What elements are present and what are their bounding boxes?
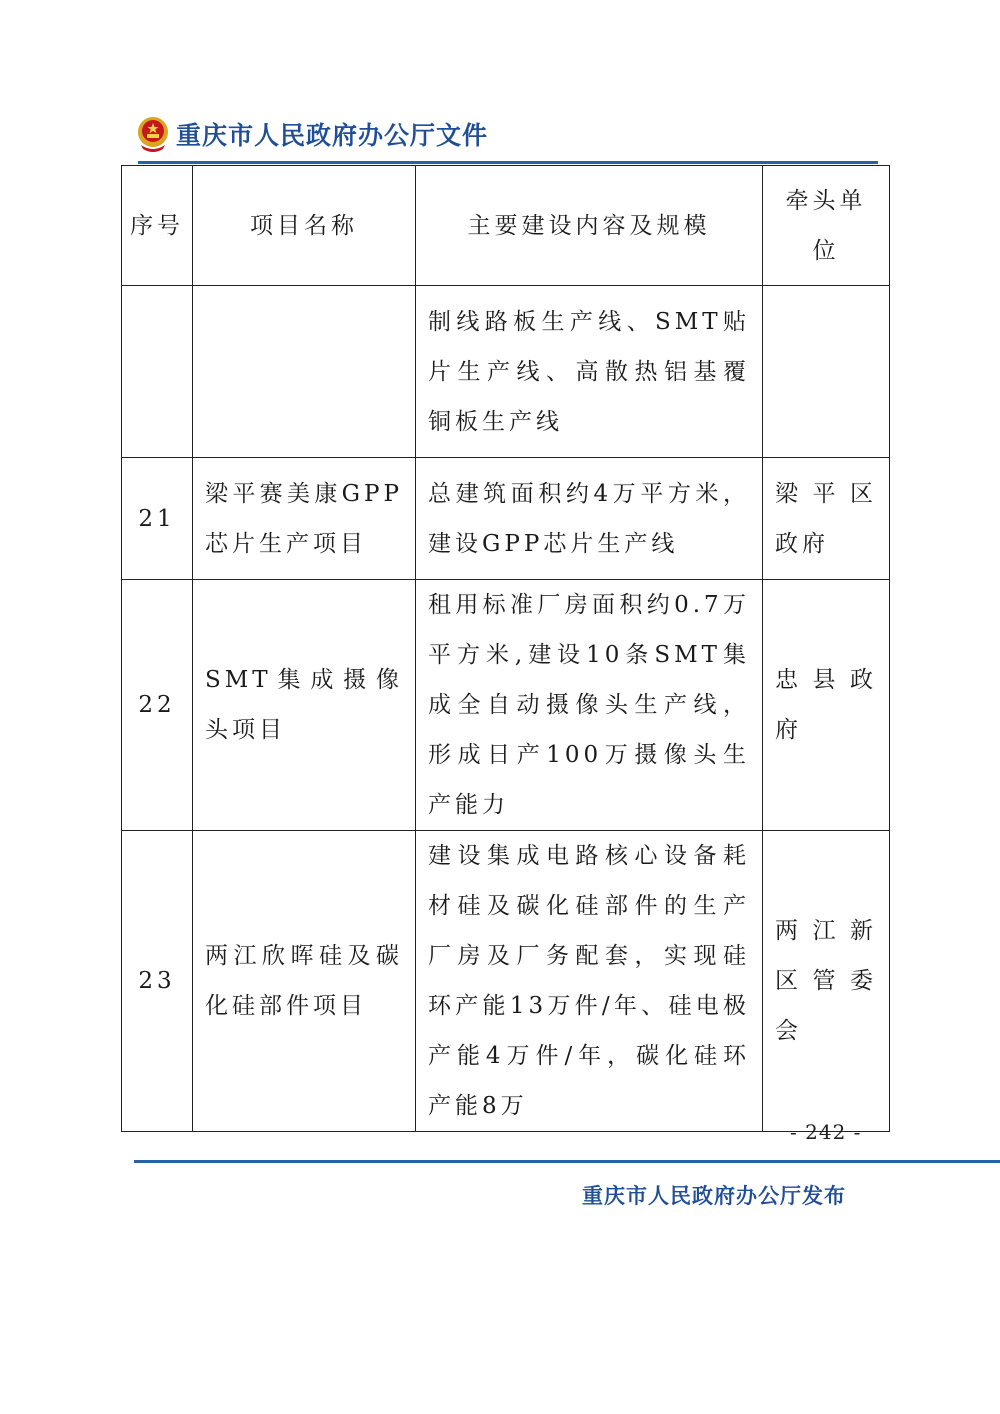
lead-unit: 两江新区管委会 bbox=[763, 831, 890, 1132]
column-header-content: 主要建设内容及规模 bbox=[416, 166, 763, 286]
project-content: 制线路板生产线、SMT贴片生产线、高散热铝基覆铜板生产线 bbox=[416, 286, 763, 458]
lead-unit bbox=[763, 286, 890, 458]
project-name bbox=[193, 286, 416, 458]
lead-unit: 忠县政府 bbox=[763, 580, 890, 831]
footer-divider bbox=[134, 1160, 1000, 1163]
page-number: - 242 - bbox=[790, 1120, 862, 1144]
footer-publisher: 重庆市人民政府办公厅发布 bbox=[582, 1184, 846, 1208]
national-emblem-icon bbox=[136, 115, 170, 153]
table-row bbox=[122, 286, 890, 458]
header-divider bbox=[138, 161, 878, 164]
table-row bbox=[122, 580, 890, 831]
column-header-no: 序号 bbox=[122, 166, 193, 286]
header-title: 重庆市人民政府办公厅文件 bbox=[176, 121, 489, 150]
table-row bbox=[122, 831, 890, 1132]
project-table bbox=[121, 165, 890, 1132]
project-content: 建设集成电路核心设备耗材硅及碳化硅部件的生产厂房及厂务配套，实现硅环产能13万件/年、硅电极产能4万件/年，碳化硅环产能8万 bbox=[416, 831, 763, 1132]
row-number: 21 bbox=[122, 458, 193, 580]
column-header-name: 项目名称 bbox=[193, 166, 416, 286]
project-name: 梁平赛美康GPP芯片生产项目 bbox=[193, 458, 416, 580]
row-number: 22 bbox=[122, 580, 193, 831]
table-row bbox=[122, 458, 890, 580]
project-name: 两江欣晖硅及碳化硅部件项目 bbox=[193, 831, 416, 1132]
project-name: SMT集成摄像头项目 bbox=[193, 580, 416, 831]
table-header-row bbox=[122, 166, 890, 286]
column-header-lead: 牵头单位 bbox=[763, 166, 890, 286]
document-header bbox=[136, 112, 488, 156]
project-content: 租用标准厂房面积约0.7万平方米,建设10条SMT集成全自动摄像头生产线，形成日产100万摄像头生产能力 bbox=[416, 580, 763, 831]
project-content: 总建筑面积约4万平方米，建设GPP芯片生产线 bbox=[416, 458, 763, 580]
row-number: 23 bbox=[122, 831, 193, 1132]
lead-unit: 梁平区政府 bbox=[763, 458, 890, 580]
row-number bbox=[122, 286, 193, 458]
